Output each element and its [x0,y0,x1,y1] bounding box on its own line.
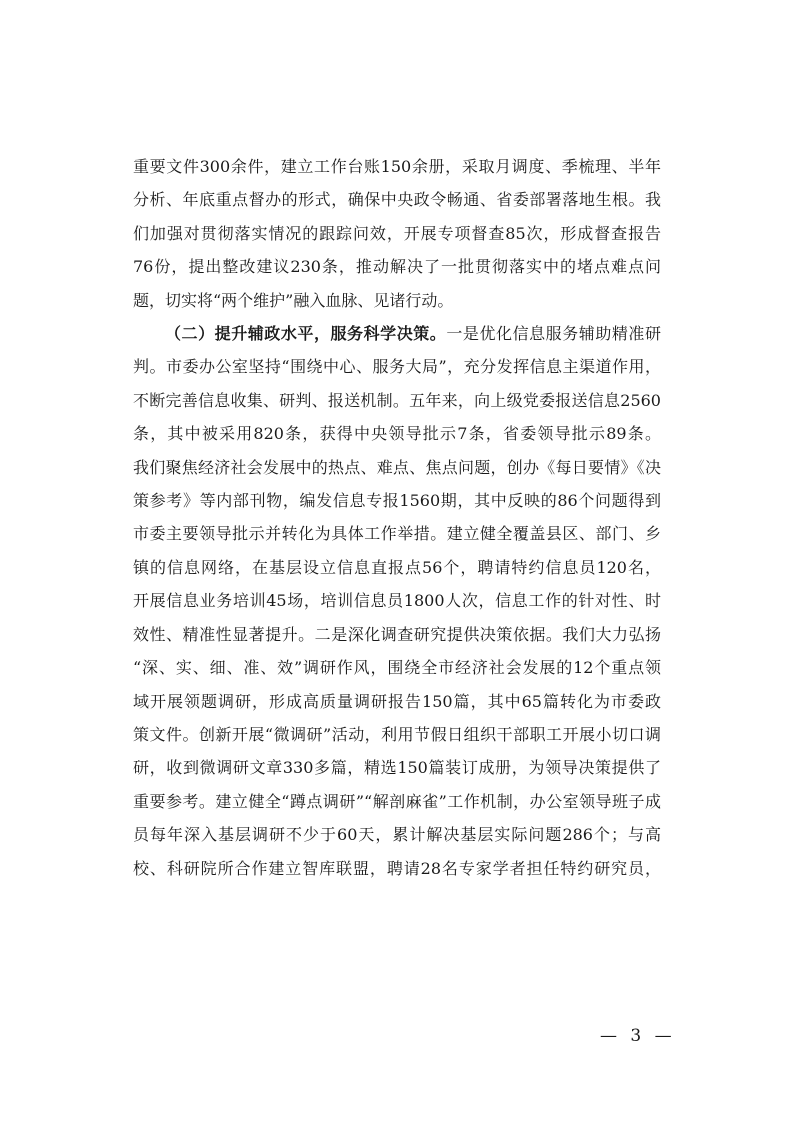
text-line: 76份，提出整改建议230条，推动解决了一批贯彻落实中的堵点难点问 [133,257,661,277]
document-body [133,150,661,885]
text-line: 市委主要领导批示并转化为具体工作举措。建立健全覆盖县区、部门、乡 [133,524,661,544]
text-span: 一是优化信息服务辅助精准研 [446,324,661,344]
text-line: 分析、年底重点督办的形式，确保中央政令畅通、省委部署落地生根。我 [133,190,661,210]
text-line: 题，切实将“两个维护”融入血脉、见诸行动。 [133,290,454,310]
text-line: 不断完善信息收集、研判、报送机制。五年来，向上级党委报送信息2560 [133,390,661,410]
text-line: 研，收到微调研文章330多篇，精选150篇装订成册，为领导决策提供了 [133,758,661,778]
paragraph-2 [133,317,661,885]
text-line: 我们聚焦经济社会发展中的热点、难点、焦点问题，创办《每日要情》《决 [133,457,661,477]
text-line: 员每年深入基层调研不少于60天，累计解决基层实际问题286个；与高 [133,825,661,845]
text-line: 校、科研院所合作建立智库联盟，聘请28名专家学者担任特约研究员， [133,858,661,878]
section-heading: （二）提升辅政水平，服务科学决策。 [165,324,447,344]
text-line: 条，其中被采用820条，获得中央领导批示7条，省委领导批示89条。 [133,424,661,444]
text-line: 重要文件300余件，建立工作台账150余册，采取月调度、季梳理、半年 [133,157,661,176]
text-line: 策文件。创新开展“微调研”活动，利用节假日组织干部职工开展小切口调 [133,724,661,744]
text-line: 效性、精准性显著提升。二是深化调查研究提供决策依据。我们大力弘扬 [133,624,661,644]
text-line: 们加强对贯彻落实情况的跟踪问效，开展专项督查85次，形成督查报告 [133,223,661,243]
text-line: 重要参考。建立健全“蹲点调研”“解剖麻雀”工作机制，办公室领导班子成 [133,791,661,811]
text-line: 镇的信息网络，在基层设立信息直报点56个，聘请特约信息员120名， [133,557,661,577]
text-line [133,317,661,350]
text-line: 开展信息业务培训45场，培训信息员1800人次，信息工作的针对性、时 [133,591,661,611]
text-line: “深、实、细、准、效”调研作风，围绕全市经济社会发展的12个重点领 [133,658,661,678]
text-line: 判。市委办公室坚持“围绕中心、服务大局”，充分发挥信息主渠道作用， [133,357,661,377]
text-line: 策参考》等内部刊物，编发信息专报1560期，其中反映的86个问题得到 [133,491,661,511]
text-line: 域开展领题调研，形成高质量调研报告150篇，其中65篇转化为市委政 [133,691,661,711]
paragraph-1 [133,150,661,317]
page-number: — 3 — [600,1026,676,1046]
